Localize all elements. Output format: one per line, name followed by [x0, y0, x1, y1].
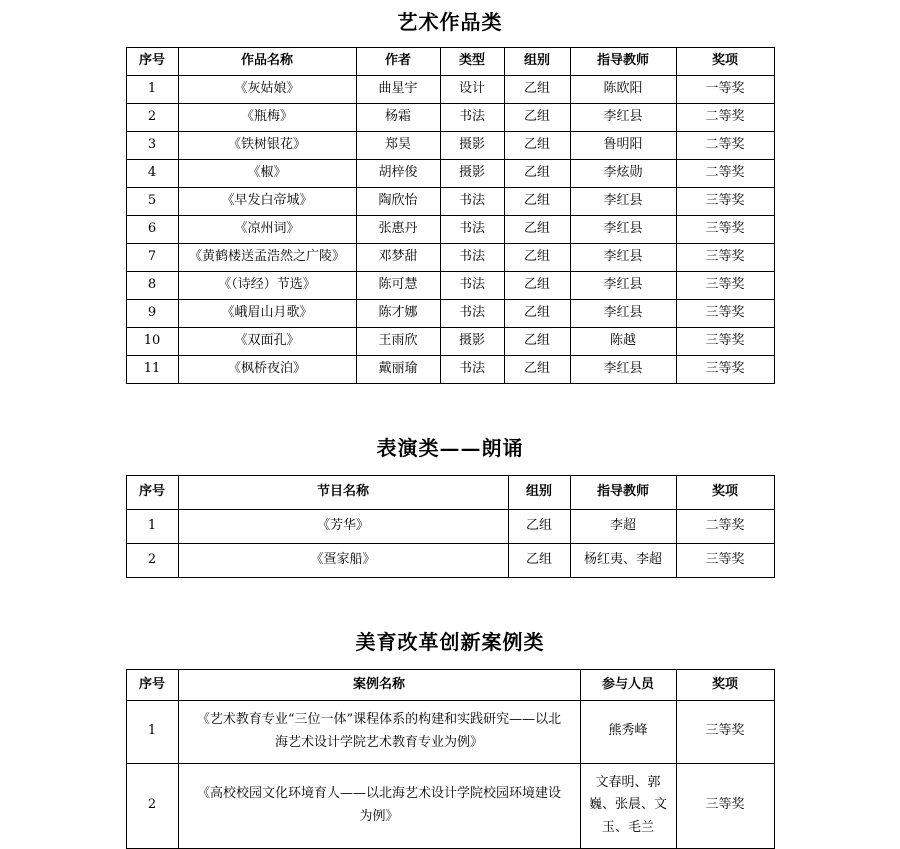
table-row: [126, 272, 774, 300]
cell-type: 书法: [440, 244, 504, 272]
table-header-row: [126, 670, 774, 701]
section-art-works: [0, 6, 900, 384]
table-wrapper-art-works: [0, 47, 900, 384]
table-wrapper-performance-recitation: [0, 475, 900, 578]
cell-award: 三等奖: [676, 544, 774, 578]
section-title-performance-recitation: 表演类——朗诵: [376, 436, 524, 460]
cell-index: 5: [126, 188, 178, 216]
column-header-author: 作者: [356, 48, 440, 76]
cell-group: 乙组: [504, 132, 570, 160]
table-row: [126, 216, 774, 244]
cell-type: 书法: [440, 300, 504, 328]
cell-award: 三等奖: [676, 216, 774, 244]
cell-index: 1: [126, 510, 178, 544]
cell-index: 9: [126, 300, 178, 328]
cell-author: 戴丽瑜: [356, 356, 440, 384]
cell-award: 三等奖: [676, 328, 774, 356]
cell-teacher: 陈越: [570, 328, 676, 356]
cell-author: 邓梦甜: [356, 244, 440, 272]
cell-award: 一等奖: [676, 76, 774, 104]
cell-group: 乙组: [504, 272, 570, 300]
section-title-art-works: 艺术作品类: [397, 10, 503, 34]
column-header-index: 序号: [126, 670, 178, 701]
column-header-index: 序号: [126, 476, 178, 510]
cell-index: 3: [126, 132, 178, 160]
cell-type: 摄影: [440, 328, 504, 356]
cell-award: 三等奖: [676, 763, 774, 848]
cell-author: 陈可慧: [356, 272, 440, 300]
column-header-work-name: 作品名称: [178, 48, 356, 76]
cell-type: 书法: [440, 272, 504, 300]
cell-award: 二等奖: [676, 510, 774, 544]
cell-group: 乙组: [504, 244, 570, 272]
cell-award: 二等奖: [676, 160, 774, 188]
cell-work-name: 《铁树银花》: [178, 132, 356, 160]
cell-index: 4: [126, 160, 178, 188]
cell-teacher: 李红县: [570, 356, 676, 384]
cell-case-name: 《高校校园文化环境育人——以北海艺术设计学院校园环境建设为例》: [178, 763, 580, 848]
table-row: [126, 701, 774, 764]
cell-program-name: 《疍家船》: [178, 544, 508, 578]
cell-author: 郑昊: [356, 132, 440, 160]
cell-author: 杨霜: [356, 104, 440, 132]
cell-index: 1: [126, 701, 178, 764]
cell-teacher: 李红县: [570, 300, 676, 328]
cell-index: 2: [126, 104, 178, 132]
cell-teacher: 李炫勋: [570, 160, 676, 188]
cell-index: 8: [126, 272, 178, 300]
table-row: [126, 300, 774, 328]
cell-participants: 文春明、郭巍、张晨、文玉、毛兰: [580, 763, 676, 848]
column-header-case-name: 案例名称: [178, 670, 580, 701]
cell-work-name: 《峨眉山月歌》: [178, 300, 356, 328]
table-header-row: [126, 476, 774, 510]
cell-group: 乙组: [504, 104, 570, 132]
column-header-index: 序号: [126, 48, 178, 76]
table-row: [126, 356, 774, 384]
table-row: [126, 132, 774, 160]
cell-author: 陶欣怡: [356, 188, 440, 216]
cell-work-name: 《黄鹤楼送孟浩然之广陵》: [178, 244, 356, 272]
cell-type: 书法: [440, 104, 504, 132]
section-aesthetic-education-cases: [0, 626, 900, 849]
table-row: [126, 104, 774, 132]
column-header-teacher: 指导教师: [570, 48, 676, 76]
cell-group: 乙组: [508, 510, 570, 544]
cell-teacher: 李红县: [570, 244, 676, 272]
cell-group: 乙组: [508, 544, 570, 578]
column-header-teacher: 指导教师: [570, 476, 676, 510]
column-header-group: 组别: [508, 476, 570, 510]
cell-group: 乙组: [504, 188, 570, 216]
cell-award: 三等奖: [676, 244, 774, 272]
cell-award: 三等奖: [676, 188, 774, 216]
cell-group: 乙组: [504, 300, 570, 328]
cell-teacher: 李红县: [570, 104, 676, 132]
cell-teacher: 李红县: [570, 272, 676, 300]
cell-award: 三等奖: [676, 701, 774, 764]
cell-type: 书法: [440, 188, 504, 216]
cell-type: 书法: [440, 356, 504, 384]
table-performance-recitation: [126, 475, 775, 578]
column-header-award: 奖项: [676, 670, 774, 701]
cell-teacher: 李红县: [570, 188, 676, 216]
table-row: [126, 188, 774, 216]
cell-type: 摄影: [440, 132, 504, 160]
cell-index: 11: [126, 356, 178, 384]
table-art-works: [126, 47, 775, 384]
cell-award: 三等奖: [676, 356, 774, 384]
section-performance-recitation: [0, 432, 900, 578]
cell-award: 三等奖: [676, 272, 774, 300]
cell-teacher: 李红县: [570, 216, 676, 244]
table-wrapper-aesthetic-education-cases: [0, 669, 900, 849]
cell-group: 乙组: [504, 216, 570, 244]
cell-index: 2: [126, 544, 178, 578]
cell-group: 乙组: [504, 328, 570, 356]
cell-group: 乙组: [504, 356, 570, 384]
column-header-type: 类型: [440, 48, 504, 76]
cell-work-name: 《瓶梅》: [178, 104, 356, 132]
cell-index: 7: [126, 244, 178, 272]
cell-group: 乙组: [504, 160, 570, 188]
table-row: [126, 76, 774, 104]
table-header-row: [126, 48, 774, 76]
cell-type: 摄影: [440, 160, 504, 188]
cell-teacher: 陈欧阳: [570, 76, 676, 104]
cell-teacher: 李超: [570, 510, 676, 544]
column-header-participants: 参与人员: [580, 670, 676, 701]
cell-author: 王雨欣: [356, 328, 440, 356]
cell-program-name: 《芳华》: [178, 510, 508, 544]
cell-teacher: 杨红夷、李超: [570, 544, 676, 578]
document-page: [0, 6, 900, 833]
cell-participants: 熊秀峰: [580, 701, 676, 764]
table-aesthetic-education-cases: [126, 669, 775, 849]
cell-work-name: 《双面孔》: [178, 328, 356, 356]
table-row: [126, 328, 774, 356]
cell-work-name: 《灰姑娘》: [178, 76, 356, 104]
cell-type: 书法: [440, 216, 504, 244]
cell-author: 陈才娜: [356, 300, 440, 328]
column-header-award: 奖项: [676, 48, 774, 76]
cell-case-name: 《艺术教育专业“三位一体”课程体系的构建和实践研究——以北海艺术设计学院艺术教育专业为例》: [178, 701, 580, 764]
cell-index: 2: [126, 763, 178, 848]
cell-work-name: 《早发白帝城》: [178, 188, 356, 216]
table-row: [126, 510, 774, 544]
column-header-program-name: 节目名称: [178, 476, 508, 510]
cell-work-name: 《椒》: [178, 160, 356, 188]
cell-author: 张惠丹: [356, 216, 440, 244]
cell-work-name: 《枫桥夜泊》: [178, 356, 356, 384]
table-row: [126, 763, 774, 848]
cell-type: 设计: [440, 76, 504, 104]
column-header-award: 奖项: [676, 476, 774, 510]
cell-group: 乙组: [504, 76, 570, 104]
section-title-aesthetic-education-cases: 美育改革创新案例类: [355, 630, 545, 654]
cell-index: 10: [126, 328, 178, 356]
column-header-group: 组别: [504, 48, 570, 76]
cell-author: 曲星宇: [356, 76, 440, 104]
cell-work-name: 《（诗经）节选》: [178, 272, 356, 300]
cell-award: 二等奖: [676, 104, 774, 132]
cell-award: 三等奖: [676, 300, 774, 328]
cell-teacher: 鲁明阳: [570, 132, 676, 160]
table-row: [126, 244, 774, 272]
cell-work-name: 《凉州词》: [178, 216, 356, 244]
cell-index: 1: [126, 76, 178, 104]
cell-index: 6: [126, 216, 178, 244]
cell-award: 二等奖: [676, 132, 774, 160]
table-row: [126, 544, 774, 578]
cell-author: 胡梓俊: [356, 160, 440, 188]
table-row: [126, 160, 774, 188]
